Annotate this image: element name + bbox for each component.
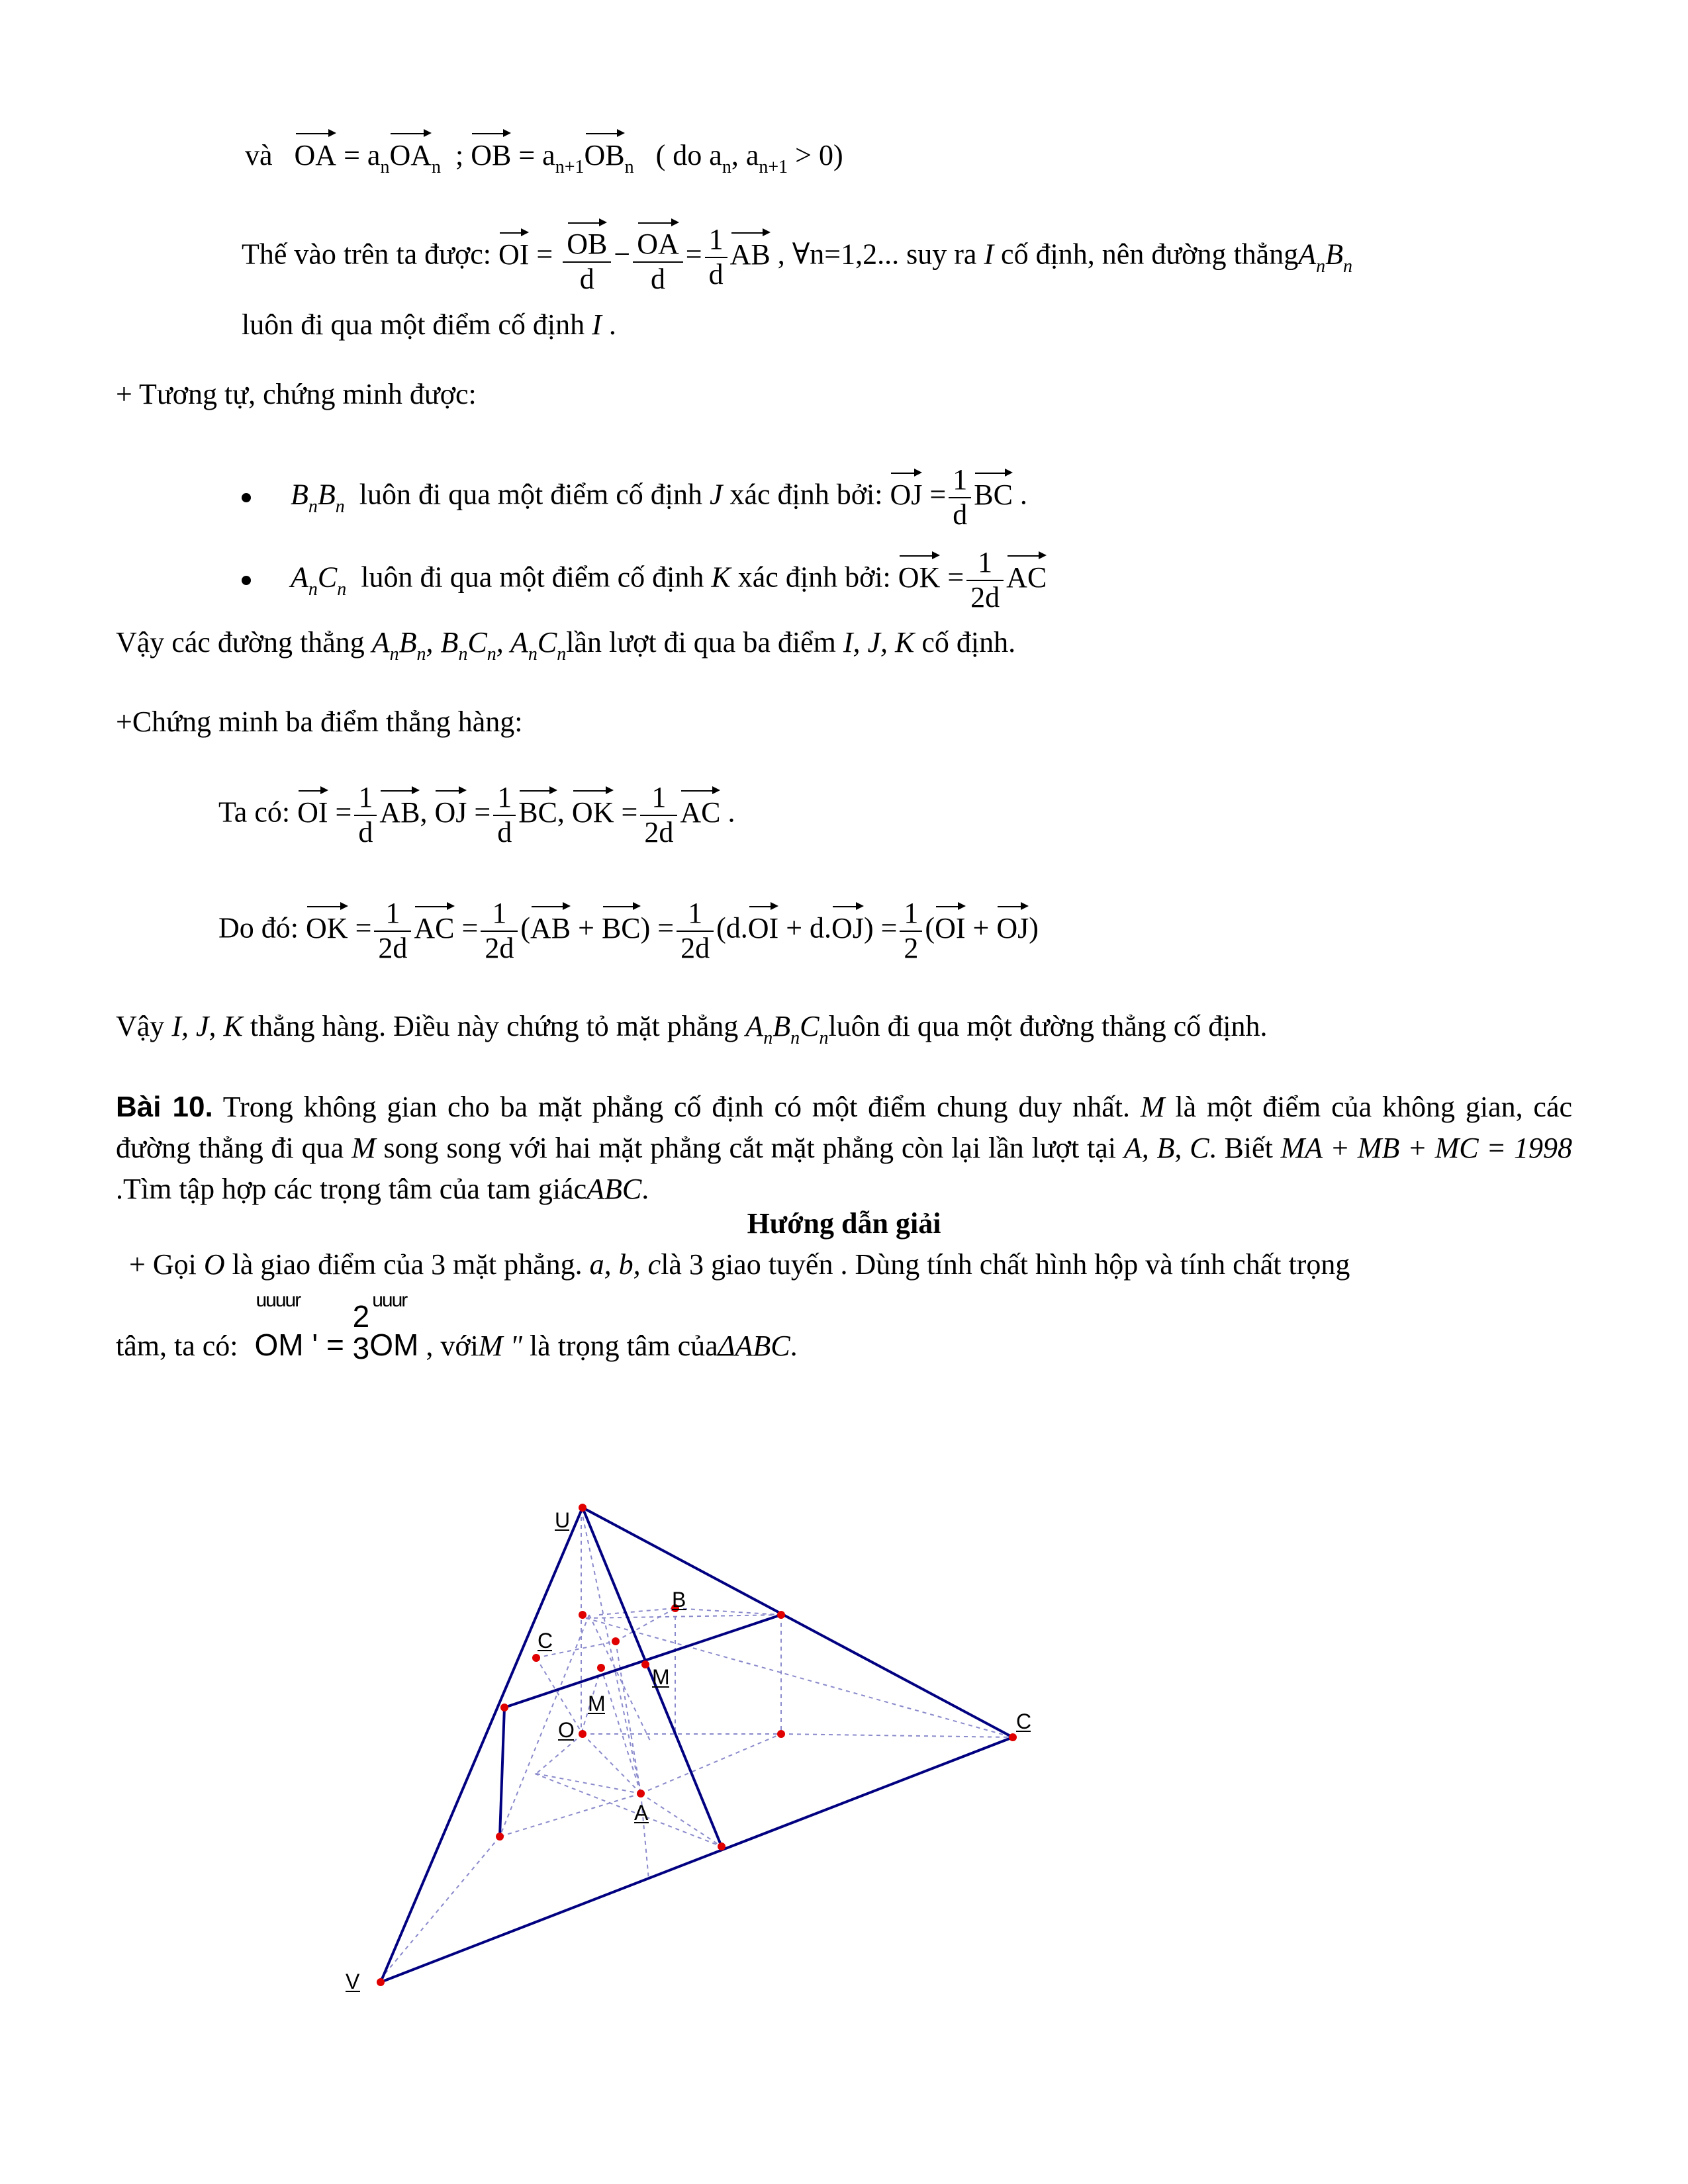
text: , với: [426, 1330, 479, 1362]
denominator: 2: [904, 931, 919, 964]
subscript: n: [308, 578, 318, 600]
text: tâm, ta có:: [116, 1330, 238, 1362]
vec-oi: OI: [297, 786, 328, 831]
var-b: B: [317, 478, 336, 511]
text: . Biết: [1209, 1132, 1273, 1164]
var-c: C: [317, 561, 338, 594]
condition: MA + MB + MC = 1998: [1280, 1132, 1573, 1164]
numerator: 1: [966, 546, 1004, 581]
var-i: I: [592, 308, 602, 341]
text: luôn đi qua một đường thẳng cố định.: [828, 1010, 1268, 1042]
subscript: n: [337, 578, 347, 600]
label-o: O: [558, 1718, 575, 1742]
subscript: n: [722, 157, 731, 177]
text: song song với hai mặt phẳng cắt mặt phẳng còn lại lần lượt tại: [383, 1132, 1116, 1164]
vec-oan: OA: [389, 129, 432, 173]
text: Vậy: [116, 1010, 165, 1042]
denominator: d: [497, 815, 512, 848]
var-k: K: [711, 561, 731, 594]
triangle: ΔABC: [718, 1330, 790, 1362]
vec-oj: OJ: [996, 902, 1029, 946]
denominator: 2d: [485, 931, 514, 964]
text: + Gọi: [129, 1248, 197, 1281]
text: thẳng hàng. Điều này chứng tỏ mặt phẳng: [250, 1010, 739, 1042]
vec-oj: OJ: [434, 786, 467, 831]
text: .Tìm tập hợp các trọng tâm của tam giác: [116, 1173, 587, 1205]
label-c: C: [1016, 1709, 1032, 1733]
vec-oa: OA: [295, 129, 337, 173]
text: xác định bởi:: [729, 478, 883, 511]
text-va: và: [245, 139, 273, 171]
label-c-prime: C: [538, 1629, 553, 1653]
figure-labels: [346, 1508, 1031, 1993]
text: cố định, nên đường thẳng: [1001, 238, 1299, 271]
subscript: n: [380, 157, 390, 177]
denominator: 2d: [644, 815, 674, 848]
subscript: n: [1342, 255, 1352, 277]
vec-ac: AC: [414, 902, 454, 946]
text: là một điểm của không gian, các đường thẳng đi qua: [116, 1091, 1573, 1164]
denominator: d: [708, 257, 724, 291]
vec-ob: OB: [567, 218, 607, 261]
subscript: n: [624, 157, 634, 177]
vec-oi: OI: [935, 902, 965, 946]
denominator: 2d: [680, 931, 710, 964]
points-abc: A, B, C: [1123, 1132, 1209, 1164]
text: là trọng tâm của: [529, 1330, 718, 1362]
vec-ab: AB: [730, 228, 771, 273]
line-9: Ta có: OI = $\frac{1}{d}$ AB, OJ = $\frac{1}{d}$ BC, OK = $\frac{1}{2d}$ AC .: [218, 781, 735, 848]
vec-oi: OI: [748, 902, 778, 946]
text: .: [1019, 478, 1027, 511]
bullet-2: $A_nC_n$ luôn đi qua một điểm cố định K xác định bởi: OK = $\frac{1}{2d}$ AC: [242, 546, 1047, 614]
vec-bc: BC: [518, 786, 557, 831]
denominator: d: [358, 815, 373, 848]
vec-ob: OB: [471, 129, 511, 173]
text: cố định.: [921, 626, 1016, 659]
subscript: n+1: [759, 157, 788, 177]
subscript: n: [335, 496, 345, 517]
line-2: Thế vào trên ta được: OI = $\frac{OB}{d}$ − $\frac{OA}{d}$ = $\frac{1}{d}$ AB , ∀n=1,2... suy ra I cố định, nên đường $thẳngA_nB_n$: [242, 218, 1352, 296]
denominator: 2d: [378, 931, 408, 964]
text: xác định bởi:: [737, 561, 891, 594]
cond-text: , a: [731, 139, 759, 171]
text: luôn đi qua một điểm cố định: [359, 478, 702, 511]
cond-text: > 0): [795, 139, 843, 171]
var-a: A: [1298, 238, 1317, 271]
vec-oa: OA: [637, 218, 679, 261]
numerator: 1: [493, 781, 516, 816]
text: (d.: [716, 911, 748, 944]
text: luôn đi qua một điểm cố định: [361, 561, 704, 594]
lines-abc: a, b, c: [589, 1248, 661, 1281]
vec-ac: AC: [680, 786, 720, 831]
vec-ab: AB: [530, 902, 571, 946]
text: Trong không gian cho ba mặt phẳng cố định có một điểm chung duy nhất.: [222, 1091, 1130, 1123]
vec-bc: BC: [602, 902, 641, 946]
text: + Tương tự, chứng minh được:: [116, 378, 477, 410]
label-a: A: [634, 1801, 649, 1825]
vec-ok: OK: [898, 551, 941, 596]
vec-obn: OB: [585, 129, 625, 173]
var-o: O: [203, 1248, 225, 1281]
triangle: ABC: [586, 1173, 642, 1205]
text: +Chứng minh ba điểm thẳng hàng:: [116, 705, 523, 738]
vec-om-prime: OM ': [254, 1328, 318, 1362]
numerator: 1: [900, 897, 922, 932]
numerator: 1: [677, 897, 714, 932]
label-b: B: [672, 1588, 686, 1612]
eq-text: = a: [344, 139, 381, 171]
vec-om: OM: [369, 1328, 419, 1362]
label-m: M: [652, 1665, 670, 1689]
label-u: U: [555, 1508, 571, 1532]
var-m-double-prime: M ": [478, 1330, 522, 1362]
vec-bc: BC: [974, 469, 1013, 513]
denominator: d: [579, 262, 594, 295]
text: là 3 giao tuyến . Dùng tính chất hình hộp và tính chất trọng: [661, 1248, 1350, 1281]
garble: uuuur: [256, 1289, 301, 1311]
points-ijk: I, J, K: [843, 626, 915, 659]
garble: uuur: [372, 1289, 407, 1311]
vec-ok: OK: [306, 902, 348, 946]
bullet-1: $B_nB_n$ luôn đi qua một điểm cố định J xác định bởi: OJ = $\frac{1}{d}$ BC .: [242, 463, 1027, 531]
vec-ac: AC: [1006, 551, 1047, 596]
numerator: 1: [374, 897, 411, 932]
subscript: n: [432, 157, 441, 177]
cond-text: ( do a: [655, 139, 722, 171]
subscript: n: [1316, 255, 1326, 277]
text: , ∀n=1,2... suy ra: [777, 238, 977, 271]
denominator: d: [650, 262, 665, 295]
figure-points: [377, 1504, 1017, 1986]
var-b: B: [291, 478, 308, 511]
points-ijk: I, J, K: [171, 1010, 243, 1042]
numerator: 1: [481, 897, 518, 932]
denominator: 2d: [970, 580, 1000, 614]
var-a: A: [291, 561, 308, 594]
denominator: 3: [352, 1331, 370, 1366]
label-m-prime: M: [588, 1692, 606, 1715]
text: .: [641, 1173, 649, 1205]
text: Vậy các đường thẳng: [116, 626, 365, 659]
main-lines: [381, 1508, 1013, 1982]
text: Thế vào trên ta được:: [242, 238, 491, 271]
subscript: n: [308, 496, 318, 517]
text: lần lượt đi qua ba điểm: [566, 626, 836, 659]
text: =: [326, 1328, 344, 1362]
text: + d.: [778, 911, 832, 944]
label-v: V: [346, 1970, 360, 1993]
text: là giao điểm của 3 mặt phẳng.: [232, 1248, 583, 1281]
vec-oj: OJ: [890, 469, 922, 513]
numerator: 2: [352, 1299, 370, 1334]
lines-list: $A_nB_n$, $B_nC_n$, $A_nC_n$: [371, 626, 567, 664]
numerator: 1: [640, 781, 677, 816]
numerator: 1: [705, 223, 727, 258]
line-10: Do đó: OK = $\frac{1}{2d}$ AC = $\frac{1}{2d}$ (AB + BC) = $\frac{1}{2d}$ (d.OI + d.OJ) = $\frac{1}{2}$ (OI + OJ): [218, 897, 1039, 964]
denominator: d: [953, 498, 968, 531]
text: .: [608, 308, 616, 341]
label-underlines: [346, 1530, 1031, 1991]
text: Ta có:: [218, 796, 291, 829]
var-m: M: [351, 1132, 376, 1164]
plane-abc: $A_nB_nC_n$: [745, 1010, 829, 1048]
var-i: I: [984, 238, 994, 271]
vec-oj: OJ: [831, 902, 864, 946]
text: luôn đi qua một điểm cố định: [242, 308, 585, 341]
vec-oi: OI: [498, 228, 529, 273]
numerator: 1: [949, 463, 971, 498]
numerator: 1: [354, 781, 377, 816]
subscript: n+1: [555, 157, 585, 177]
construction-lines: [381, 1509, 1013, 1979]
text: Do đó:: [218, 911, 299, 944]
var-b: B: [1325, 238, 1343, 271]
var-j: J: [709, 478, 723, 511]
vec-ab: AB: [379, 786, 420, 831]
var-m: M: [1140, 1091, 1165, 1123]
text: .: [790, 1330, 798, 1362]
separator: ;: [455, 139, 464, 171]
exercise-title: Bài 10.: [116, 1091, 213, 1123]
vec-ok: OK: [572, 786, 614, 831]
guide-title: Hướng dẫn giải: [747, 1207, 941, 1240]
eq-text: = a: [518, 139, 555, 171]
